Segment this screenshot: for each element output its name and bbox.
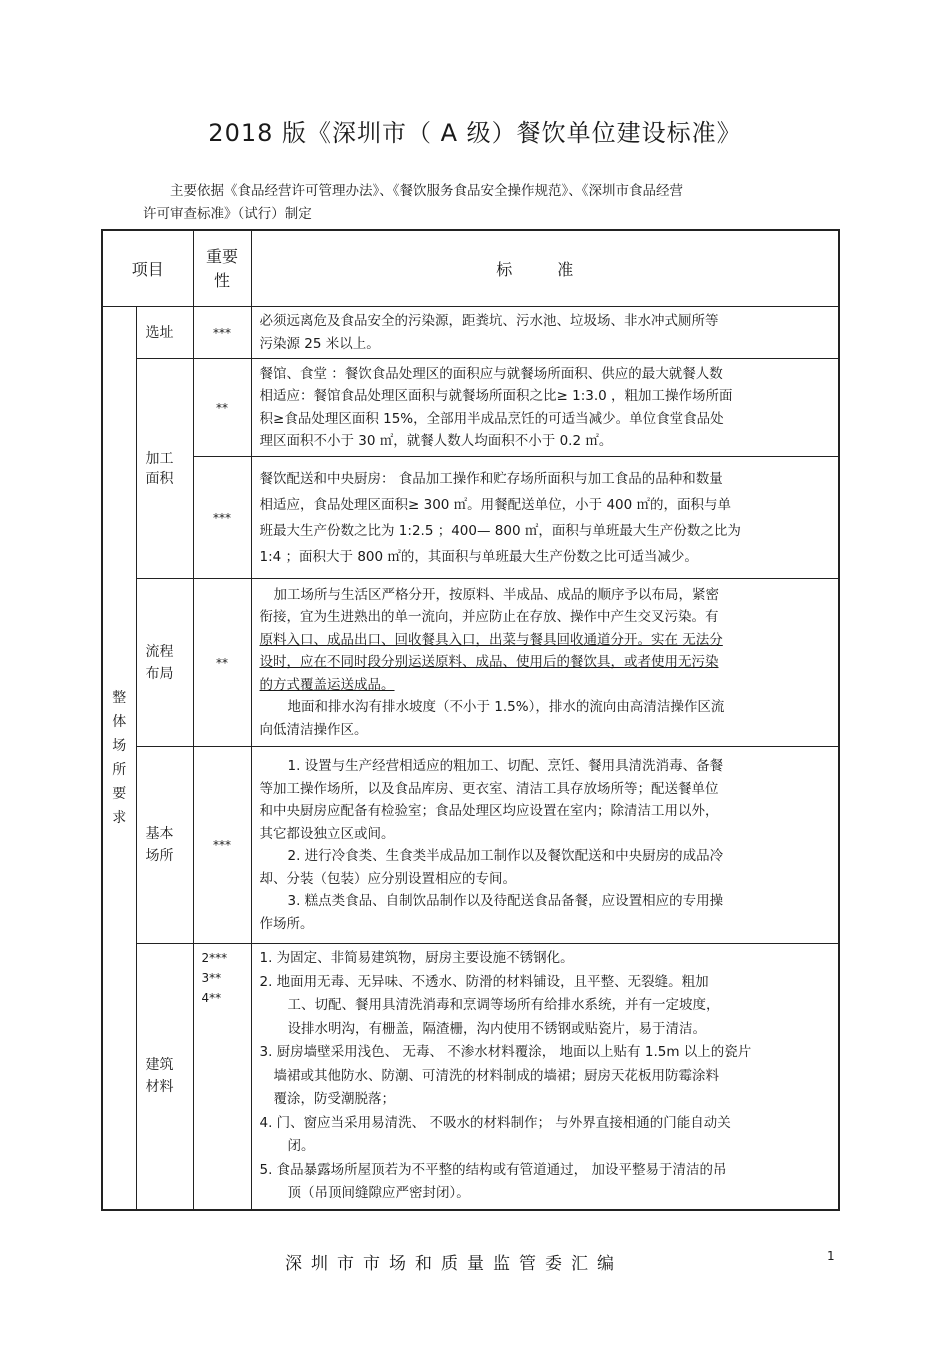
- importance-area-restaurant: **: [193, 359, 251, 457]
- table-row: [102, 579, 839, 747]
- footer-text: 深圳市市场和质量监管委汇编: [285, 1254, 623, 1274]
- standard-basic-premises: 1. 设置与生产经营相适应的粗加工、切配、烹饪、餐用具清洗消毒、备餐 等加工操作场所，以及食品库房、更衣室、清洁工具存放场所等；配送餐单位 和中央厨房应配备有检验室；食品处理区均应设置在室内；除清洁工用以外， 其它都设独立区或间。 2. 进行冷食类、生食类半成品加工制作以及餐饮配送和中央厨房的成品冷 却、分装（包装）应分别设置相应的专间。 3. 糕点类食品、自制饮品制作以及待配送食品备餐，应设置相应的专用操 作场所。: [251, 747, 839, 944]
- importance-basic-premises: ***: [193, 747, 251, 944]
- table-row: [102, 457, 839, 579]
- table-row: [102, 944, 839, 1210]
- table-header-row: [102, 230, 839, 307]
- table-row: [102, 747, 839, 944]
- header-item: 项目: [102, 230, 193, 307]
- table-row: [102, 359, 839, 457]
- importance-building-materials: 2*** 3** 4**: [193, 944, 251, 1210]
- standard-area-restaurant: 餐馆、食堂 ：餐饮食品处理区的面积应与就餐场所面积、供应的最大就餐人数 相适应：餐馆食品处理区面积与就餐场所面积之比≥ 1:3.0 ，粗加工操作场所面 积≥食品处理区面积 15%，全部用半成品烹饪的可适当减少。单位食堂食品处 理区面积不小于 30 ㎡，就餐人数人均面积不小于 0.2 ㎡。: [251, 359, 839, 457]
- page-number: 1: [827, 1249, 835, 1263]
- importance-area-catering: ***: [193, 457, 251, 579]
- header-standard: 标 准: [251, 230, 839, 307]
- intro-line-1: 主要依据《食品经营许可管理办法》、《餐饮服务食品安全操作规范》、《深圳市食品经营: [170, 183, 683, 199]
- standards-table: [101, 229, 840, 1211]
- document-title: 2018 版《深圳市（ A 级）餐饮单位建设标准》: [208, 119, 742, 147]
- header-importance: 重要性: [193, 230, 251, 307]
- standard-building-materials: 1. 为固定、非简易建筑物，厨房主要设施不锈钢化。 2. 地面用无毒、无异味、不透水、防滑的材料铺设，且平整、无裂缝。粗加 工、切配、餐用具清洗消毒和烹调等场所有给排水系统，并有一定坡度， 设排水明沟，有栅盖，隔渣栅，沟内使用不锈钢或贴瓷片，易于清洁。 3. 厨房墙壁采用浅色、 无毒、 不渗水材料覆涂， 地面以上贴有 1.5m 以上的瓷片 墙裙或其他防水、防潮、可清洗的材料制成的墙裙；厨房天花板用防霉涂料 覆涂，防受潮脱落； 4. 门、窗应当采用易清洗、 不吸水的材料制作； 与外界直接相通的门能自动关 闭。 5. 食品暴露场所屋顶若为不平整的结构或有管道通过， 加设平整易于清洁的吊 顶（吊顶间缝隙应严密封闭）。: [251, 944, 839, 1210]
- standard-site: 必须远离危及食品安全的污染源，距粪坑、污水池、垃圾场、非水冲式厕所等 污染源 25 米以上。: [251, 307, 839, 359]
- item-site: 选址: [136, 307, 193, 359]
- standard-area-catering: 餐饮配送和中央厨房： 食品加工操作和贮存场所面积与加工食品的品种和数量 相适应，食品处理区面积≥ 300 ㎡。用餐配送单位，小于 400 ㎡的，面积与单 班最大生产份数之比为 1:2.5 ；400— 800 ㎡，面积与单班最大生产份数之比为 1:4 ；面积大于 800 ㎡的，其面积与单班最大生产份数之比可适当减少。: [251, 457, 839, 579]
- item-processing-area: 加工面积: [136, 359, 193, 579]
- importance-site: ***: [193, 307, 251, 359]
- standard-flow-layout: 加工场所与生活区严格分开，按原料、半成品、成品的顺序予以布局，紧密 衔接，宜为生进熟出的单一流向，并应防止在存放、操作中产生交叉污染。有 原料入口、成品出口、回收餐具入口，出菜与餐具回收通道分开。实在 无法分 设时，应在不同时段分别运送原料、成品、使用后的餐饮具，或者使用无污染 的方式覆盖运送成品。 地面和排水沟有排水坡度（不小于 1.5%），排水的流向由高清洁操作区流 向低清洁操作区。: [251, 579, 839, 747]
- item-flow-layout: 流程布局: [136, 579, 193, 747]
- item-building-materials: 建筑材料: [136, 944, 193, 1210]
- table-row: [102, 307, 839, 359]
- intro-paragraph: [143, 180, 783, 226]
- importance-flow-layout: **: [193, 579, 251, 747]
- intro-line-2: 许可审查标准》（试行）制定: [143, 206, 312, 222]
- item-basic-premises: 基本场所: [136, 747, 193, 944]
- group-label: 整 体 场 所 要 求: [102, 307, 136, 1210]
